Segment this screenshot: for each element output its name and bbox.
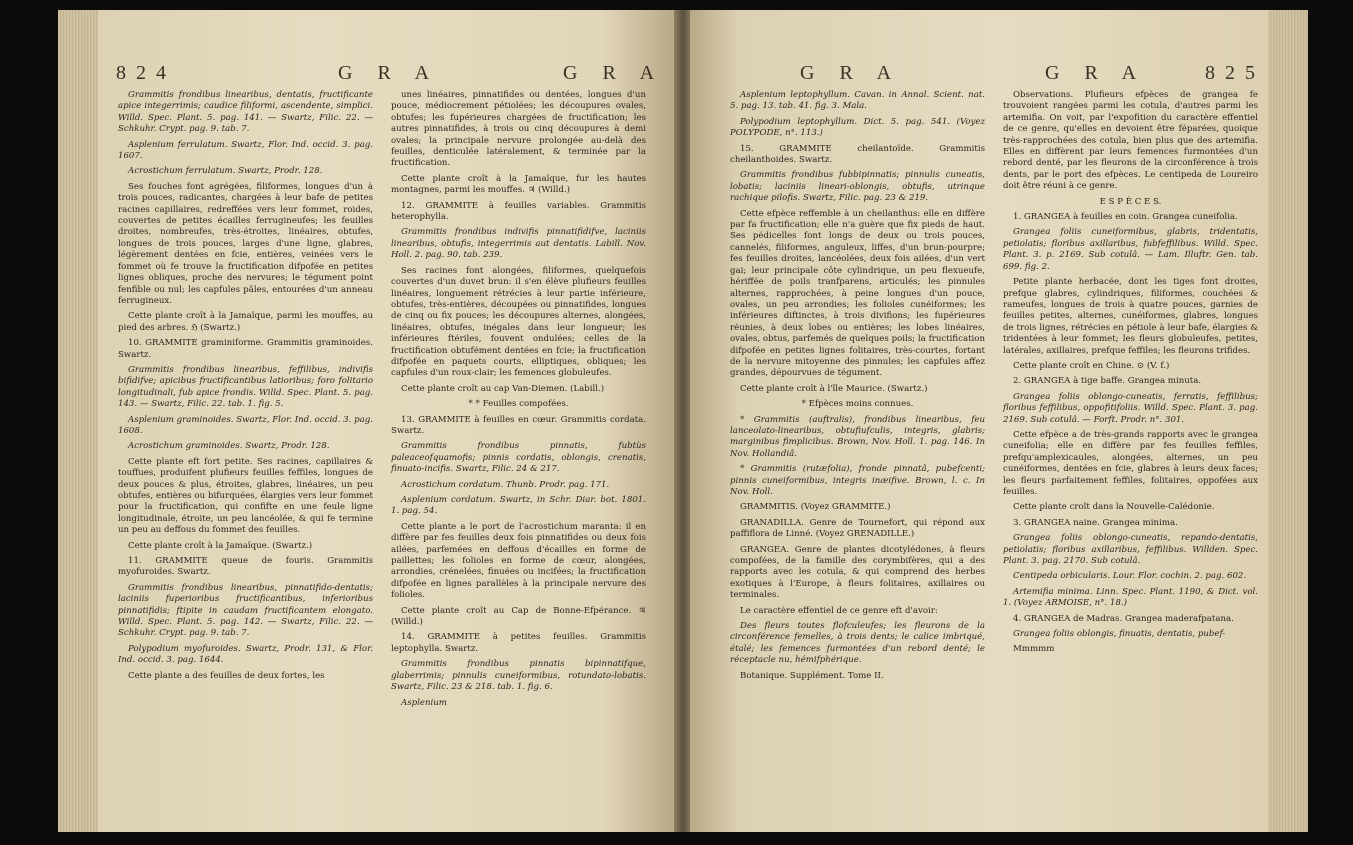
left-header-col1: G R A xyxy=(338,62,440,84)
paragraph: * Grammitis (auftralis), frondibus linearibus, feu lanceolato-linearibus, obtufiufculis, integris, glabris; marginibus fimplicibus. Brown, Nov. Holl. 1. pag. 146. In Nov. Hollandiâ. xyxy=(730,414,985,459)
paragraph: Cette plante croît à la Jamaïque. (Swartz.) xyxy=(128,540,313,551)
paragraph: Centipeda orbicularis. Lour. Flor. cochin. 2. pag. 602. xyxy=(1013,571,1247,582)
paragraph: Le caractère effentiel de ce genre eft d'avoir: xyxy=(740,605,938,616)
paragraph: Grammitis frondibus pinnatis bipinnatifque, glaberrimis; pinnulis cuneiformibus, rotundato-lobatis. Swartz, Filic. 23 & 218. tab. 1. fig. 6. xyxy=(391,659,646,693)
paragraph: Cette plante eft fort petite. Ses racines, capillaires & touffues, produifent plufieurs feuilles feffiles, longues de deux pouces & plus, étroites, glabres, linéaires, un peu obtufes, entières ou bifurquées, élargies vers leur fommet pour la fructification, qui confifte en une feule ligne longitudinale, étroite, un peu lancéolée, & qui fe termine un peu au deffous du fommet des feuilles. xyxy=(118,456,373,536)
paragraph: Polypodium leptophyllum. Dict. 5. pag. 541. (Voyez POLYPODE, n°. 113.) xyxy=(730,116,985,139)
left-column-2 xyxy=(391,90,646,713)
paragraph: Acrostichum cordatum. Thunb. Prodr. pag. 171. xyxy=(401,479,610,490)
paragraph: Grangea foliis oblongis, finuatis, dentatis, pubef- xyxy=(1013,629,1226,640)
paragraph: Cette plante croît dans la Nouvelle-Calédonie. xyxy=(1013,502,1215,513)
left-page-number: 824 xyxy=(116,62,176,84)
paragraph: Acrostichum graminoides. Swartz, Prodr. 128. xyxy=(128,441,330,452)
right-page-number: 825 xyxy=(1205,62,1265,84)
paragraph: Mmmmm xyxy=(1013,644,1055,655)
right-column-2 xyxy=(1003,90,1258,686)
paragraph: * Efpèces moins connues. xyxy=(801,399,914,410)
paragraph: 1. GRANGEA à feuilles en coin. Grangea cuneifolia. xyxy=(1013,212,1238,223)
left-column-1 xyxy=(118,90,373,713)
paragraph: Ses fouches font agrégées, filiformes, longues d'un à trois pouces, radicantes, chargées à leur bafe de petites racines capillaires, redreffées vers leur fommet, roides, couvertes de petites écailles ferrugineufes; les feuilles droites, nombreufes, très-étroites, linéaires, obtufes, longues de trois pouces, larges d'une ligne, glabres, légèrement dentées en fcie, entières, veinées vers le fommet où fe trouve la fructification difpofée en petites lignes obliques, proche des nervures; le tégument point fenfible ou nul; les capfules pâles, entourées d'un anneau ferrugineux. xyxy=(118,181,373,306)
paragraph: Cette efpèce reffemble à un cheilanthus: elle en diffère par fa fructification; elle n'a guère que fix pieds de haut. Ses pédicelles font longs de deux ou trois pouces, cannelés, filiformes, anguleux, liffes, d'un brun-pourpre; fes feuilles droites, lancéolées, deux fois ailées, d'un vert gai; leur principale côte cylindrique, un peu flexueufe, hériffée de poils tranfparens, articulés; les pinnules alternes, rapprochées, à peine longues d'un pouce, ovales, un peu arrondies; les folioles cunéiformes; les inférieures diftinctes, à trois divifions; les fupérieures réunies, à deux lobes ou entières; les lobes linéaires, ovales, obtus, parfemés de quelques poils; la fructification difpofée en petites lignes folitaires, très-courtes, fortant de la nervure mitoyenne des pinnules; les capfules affez grandes, dépourvues de tégument. xyxy=(730,208,985,379)
left-page xyxy=(58,10,676,832)
paragraph: Grammitis frondibus linearibus, pinnatifido-dentatis; laciniis fuperioribus fructificantibus, inferioribus pinnatifidis; ftipite in caudam fructificantem elongato. Willd. Spec. Plant. 5. pag. 142. — Swartz, Filic. 22. — Schkuhr. Crypt. pag. 9. tab. 7. xyxy=(118,582,373,639)
left-header-col2: G R A xyxy=(563,62,665,84)
paragraph: Ses racines font alongées, filiformes, quelquefois couvertes d'un duvet brun: il s'en élève plufieurs feuilles linéaires, longuement rétrécies à leur partie inférieure, obtufes, très-entières, découpées ou pinnatifides, longues de cinq ou fix pouces; les découpures alternes, alongées, linéaires, obtufes, inégales dans leur longueur; les inférieures ftériles, fouvent ondulées; celles de la fructification obtufément dentées en fcie; la fructification difpofée en paquets courts, elliptiques, obliques; les capfules d'un roux-clair; les femences globuleufes. xyxy=(391,265,646,379)
open-book xyxy=(58,10,1308,832)
paragraph: Cette plante croît à la Jamaïque, fur les hautes montagnes, parmi les mouffes. ♃ (Willd.) xyxy=(391,173,646,196)
paragraph: Grammitis frondibus linearibus, dentatis, fructificante apice integerrimis; caudice filiformi, ascendente, simplici. Willd. Spec. Plant. 5. pag. 141. — Swartz, Filic. 22. — Schkuhr. Crypt. pag. 9. tab. 7. xyxy=(118,90,373,135)
paragraph: Polypodium myofuroides. Swartz, Prodr. 131, & Flor. Ind. occid. 3. pag. 1644. xyxy=(118,643,373,666)
right-header-col1: G R A xyxy=(800,62,902,84)
paragraph: 14. GRAMMITE à petites feuilles. Grammitis leptophylla. Swartz. xyxy=(391,632,646,654)
paragraph: E S P È C E S. xyxy=(1099,196,1162,207)
paragraph: Grammitis frondibus linearibus, feffilibus, indivifis bifidifve; apicibus fructificantibus latioribus; foro folitario longitudinali, fub apice frondis. Willd. Spec. Plant. 5. pag. 143. — Swartz, Filic. 22. tab. 1. fig. 5. xyxy=(118,364,373,410)
right-page xyxy=(690,10,1308,832)
paragraph: Asplenium leptophyllum. Cavan. in Annal. Scient. nat. 5. pag. 13. tab. 41. fig. 3. Mala. xyxy=(730,90,985,112)
paragraph: 3. GRANGEA naine. Grangea minima. xyxy=(1013,517,1178,528)
paragraph: Grangea foliis oblongo-cuneatis, ferratis, feffilibus; floribus feffilibus, oppofitifoliis. Willd. Spec. Plant. 3. pag. 2169. Sub cotulâ. — Forft. Prodr. n°. 301. xyxy=(1003,391,1258,425)
right-columns xyxy=(730,90,1258,686)
paragraph: GRAMMITIS. (Voyez GRAMMITE.) xyxy=(740,502,891,513)
paragraph: 12. GRAMMITE à feuilles variables. Grammitis heterophylla. xyxy=(391,200,646,223)
paragraph: Botanique. Supplément. Tome II. xyxy=(740,670,884,681)
right-column-1 xyxy=(730,90,985,686)
paragraph: 2. GRANGEA à tige baffe. Grangea minuta. xyxy=(1013,376,1202,387)
paragraph: Cette plante croît à l'île Maurice. (Swartz.) xyxy=(740,383,928,394)
paragraph: Cette plante croît au Cap de Bonne-Efpérance. ♃ (Willd.) xyxy=(391,605,646,628)
paragraph: Grammitis frondibus indivifis pinnatifidifve, laciniis linearibus, obtufis, integerrimis aut dentatis. Labill. Nov. Holl. 2. pag. 90. tab. 239. xyxy=(391,227,646,261)
paragraph: Cette efpèce a de très-grands rapports avec le grangea cuneifolia; elle en diffère par fes feuilles feffiles, prefqu'amplexicaules, alongées, alternes, un peu cunéiformes, dentées en fcie, glabres à leurs deux faces; les fleurs parfaitement feffiles, folitaires, oppofées aux feuilles. xyxy=(1003,429,1258,497)
paragraph: Cette plante a le port de l'acrostichum maranta: il en diffère par fes feuilles deux fois pinnatifides ou deux fois ailées, parfemées en deffous d'écailles en forme de paillettes; les folioles en forme de cœur, alongées, arrondies, crénelées, finuées ou incifées; la fructification difpofée en lignes parallèles à la principale nervure des folioles. xyxy=(391,521,646,601)
paragraph: Asplenium cordatum. Swartz, in Schr. Diar. bot. 1801. 1. pag. 54. xyxy=(391,495,646,517)
right-page-edges xyxy=(1268,10,1308,832)
right-header-col2: G R A xyxy=(1045,62,1147,84)
paragraph: 4. GRANGEA de Madras. Grangea maderafpatana. xyxy=(1013,613,1234,624)
paragraph: Des fleurs toutes flofculeufes; les fleurons de la circonférence femelles, à trois dents; le calice imbriqué, étalé; les femences furmontées d'un rebord denté; le réceptacle nu, hémifphérique. xyxy=(730,621,985,666)
paragraph: Grangea foliis oblongo-cuneatis, repando-dentatis, petiolatis; floribus axillaribus, feffilibus. Willden. Spec. Plant. 3. pag. 2170. Sub cotulâ. xyxy=(1003,533,1258,567)
paragraph: Cette plante croît en Chine. ⊙ (V. f.) xyxy=(1013,360,1170,371)
paragraph: 13. GRAMMITE à feuilles en cœur. Grammitis cordata. Swartz. xyxy=(391,414,646,436)
left-columns xyxy=(118,90,646,713)
paragraph: unes linéaires, pinnatifides ou dentées, longues d'un pouce, médiocrement pétiolées; les découpures ovales, obtufes; les fupérieures chargées de fructification; les autres pinnatifides, à trois ou cinq découpures à demi ovales; la principale nervure prolongée au-delà des feuilles, denticulée latéralement, & terminée par la fructification. xyxy=(391,90,646,169)
paragraph: * Grammitis (rutæfolia), fronde pinnatâ, pubefcenti; pinnis cuneiformibus, integris inæifive. Brown, l. c. In Nov. Holl. xyxy=(730,464,985,497)
paragraph: Acrostichum ferrulatum. Swartz, Prodr. 128. xyxy=(128,166,323,177)
paragraph: Petite plante herbacée, dont les tiges font droites, prefque glabres, cylindriques, filiformes, couchées & rameufes, longues de trois à quatre pouces, garnies de feuilles petites, alternes, cunéiformes, glabres, longues de trois lignes, rétrécies en pétiole à leur bafe, élargies & tridentées à leur fommet; les fleurs globuleufes, petites, latérales, axillaires, prefque feffiles; les fleurons trifides. xyxy=(1003,277,1258,356)
paragraph: GRANGEA. Genre de plantes dicotylédones, à fleurs compofées, de la famille des corymbifères, qui a des rapports avec les cotula, & qui comprend des herbes exotiques à l'Europe, à fleurs folitaires, axillaires ou terminales. xyxy=(730,544,985,601)
paragraph: Grammitis frondibus fubbipinnatis; pinnulis cuneatis, lobatis; laciniis lineari-oblongis, obtufis, utrinque rachique pilofis. Swartz, Filic. pag. 23 & 219. xyxy=(730,170,985,204)
paragraph: GRANADILLA. Genre de Tournefort, qui répond aux paffiflora de Linné. (Voyez GRENADILLE.) xyxy=(730,517,985,540)
paragraph: Asplenium ferrulatum. Swartz, Flor. Ind. occid. 3. pag. 1607. xyxy=(118,139,373,162)
paragraph: Grangea foliis cuneiformibus, glabris, tridentatis, petiolatis; floribus axillaribus, fubfeffilibus. Willd. Spec. Plant. 3. p. 2169. Sub cotulâ. — Lam. Illuftr. Gen. tab. 699. fig. 2. xyxy=(1003,227,1258,272)
paragraph: Cette plante a des feuilles de deux fortes, les xyxy=(128,670,325,681)
paragraph: Observations. Plufieurs efpèces de grangea fe trouvoient rangées parmi les cotula, d'autres parmi les artemifia. On voit, par l'expofition du caractère effentiel de ce genre, qu'elles en devoient être féparées, quoique très-rapprochées des cotula, bien plus que des artemifia. Elles en diffèrent par leurs femences furmontées d'un rebord denté, par les fleurons de la circonférence à trois dents, par le port des efpèces. Le centipeda de Loureiro doit être réuni à ce genre. xyxy=(1003,90,1258,192)
paragraph: Cette plante croît au cap Van-Diemen. (Labill.) xyxy=(401,383,605,394)
paragraph: Artemifia minima. Linn. Spec. Plant. 1190, & Dict. vol. 1. (Voyez ARMOISE, n°. 18.) xyxy=(1003,586,1258,609)
left-page-edges xyxy=(58,10,98,832)
paragraph: 10. GRAMMITE graminiforme. Grammitis graminoides. Swartz. xyxy=(118,338,373,360)
paragraph: Cette plante croît à la Jamaïque, parmi les mouffes, au pied des arbres. ℌ (Swartz.) xyxy=(118,311,373,333)
paragraph: 15. GRAMMITE cheilantoïde. Grammitis cheilanthoides. Swartz. xyxy=(730,143,985,166)
paragraph: * * Feuilles compofées. xyxy=(468,399,569,410)
paragraph: Asplenium graminoides. Swartz, Flor. Ind. occid. 3. pag. 1608. xyxy=(118,414,373,436)
paragraph: Grammitis frondibus pinnatis, fubtùs paleaceofquamofis; pinnis cordatis, oblongis, crenatis, finuato-incifis. Swartz, Filic. 24 & 217. xyxy=(391,441,646,475)
paragraph: Asplenium xyxy=(401,697,447,708)
paragraph: 11. GRAMMITE queue de fouris. Grammitis myofuroides. Swartz. xyxy=(118,556,373,578)
